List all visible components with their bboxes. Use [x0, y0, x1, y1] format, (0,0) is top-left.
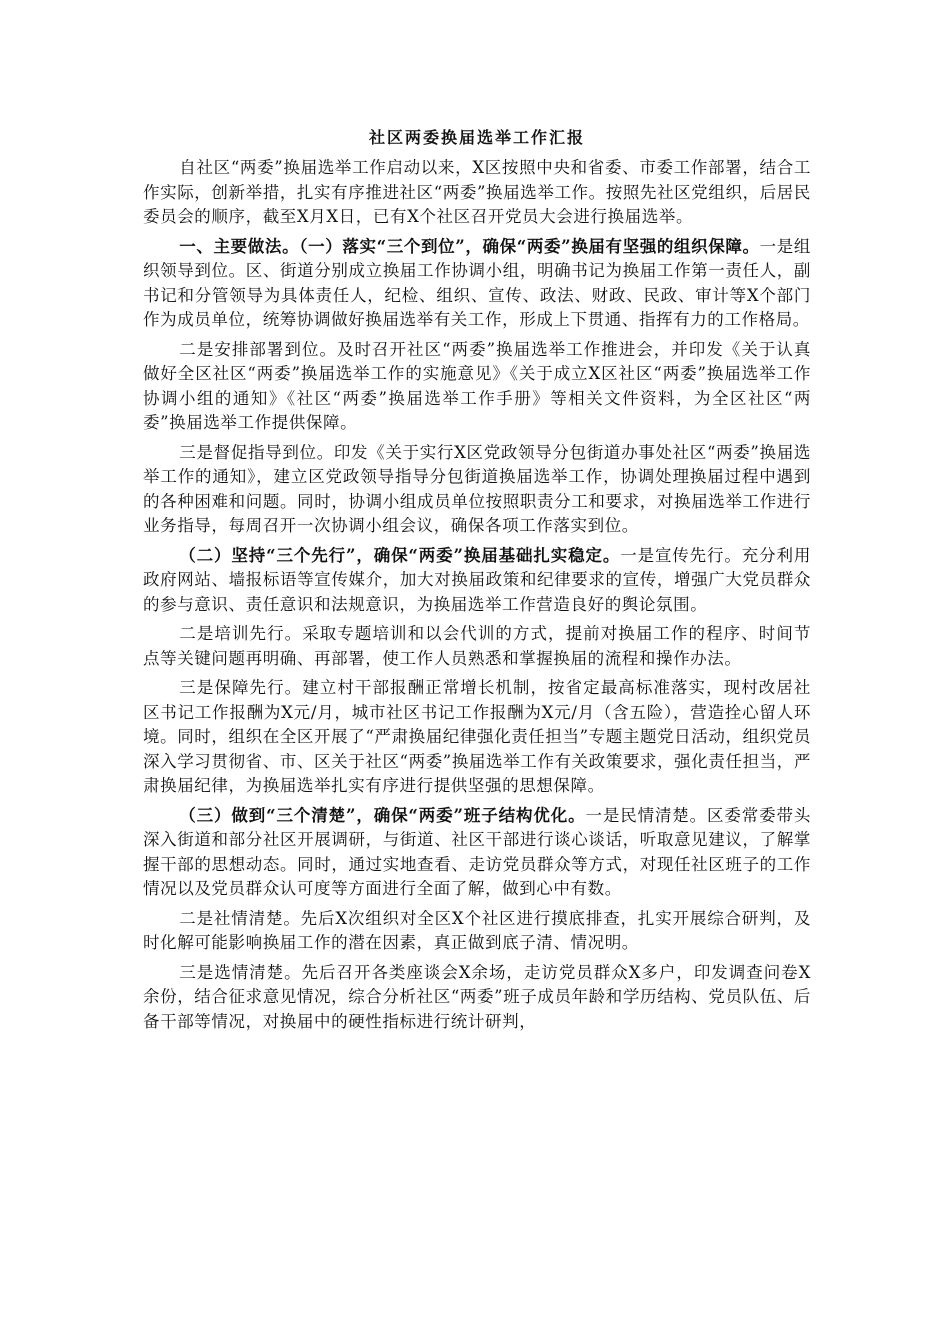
section-heading: 一、主要做法。（一）落实“三个到位”，确保“两委”换届有坚强的组织保障。 — [179, 236, 760, 256]
paragraph-section-3 — [143, 804, 811, 902]
paragraph-supervision — [143, 441, 811, 539]
paragraph-text: 二是社情清楚。先后X次组织对全区X个社区进行摸底排查，扎实开展综合研判，及时化解可能影响换届工作的潜在因素，真正做到底子清、情况明。 — [143, 908, 811, 952]
paragraph-guarantee — [143, 676, 811, 799]
document-title: 社区两委换届选举工作汇报 — [368, 128, 585, 147]
paragraph-text: 三是选情清楚。先后召开各类座谈会X余场，走访党员群众X多户，印发调查问卷X余份，结合征求意见情况，综合分析社区“两委”班子成员年龄和学历结构、党员队伍、后备干部等情况，对换届中的硬性指标进行统计研判， — [143, 962, 811, 1031]
paragraph-text: 二是安排部署到位。及时召开社区“两委”换届选举工作推进会，并印发《关于认真做好全区社区“两委”换届选举工作的实施意见》《关于成立X区社区“两委”换届选举工作协调小组的通知》《社区“两委”换届选举工作手册》等相关文件资料，为全区社区“两委”换届选举工作提供保障。 — [143, 339, 811, 432]
paragraph-text: 一是民情清楚。区委常委带头深入街道和部分社区开展调研，与街道、社区干部进行谈心谈话，听取意见建议，了解掌握干部的思想动态。同时，通过实地查看、走访党员群众等方式，对现任社区班子的工作情况以及党员群众认可度等方面进行全面了解，做到心中有数。 — [143, 805, 811, 898]
paragraph-text: 三是督促指导到位。印发《关于实行X区党政领导分包街道办事处社区“两委”换届选举工作的通知》，建立区党政领导指导分包街道换届选举工作，协调处理换届过程中遇到的各种困难和问题。同时，协调小组成员单位按照职责分工和要求，对换届选举工作进行业务指导，每周召开一次协调小组会议，确保各项工作落实到位。 — [143, 442, 811, 535]
paragraph-election — [143, 961, 811, 1035]
paragraph-text: 一是组织领导到位。区、街道分别成立换届工作协调小组，明确书记为换届工作第一责任人，副书记和分管领导为具体责任人，纪检、组织、宣传、政法、财政、民政、审计等X个部门作为成员单位，统筹协调做好换届选举有关工作，形成上下贯通、指挥有力的工作格局。 — [143, 236, 811, 329]
paragraph-text: 三是保障先行。建立村干部报酬正常增长机制，按省定最高标准落实，现村改居社区书记工作报酬为X元/月，城市社区书记工作报酬为X元/月（含五险），营造拴心留人环境。同时，组织在全区开展了“严肃换届纪律强化责任担当”专题主题党日活动，组织党员深入学习贯彻省、市、区关于社区“两委”换届选举工作有关政策要求，强化责任担当，严肃换届纪律，为换届选举扎实有序进行提供坚强的思想保障。 — [143, 678, 811, 795]
paragraph-community — [143, 907, 811, 956]
paragraph-intro — [143, 156, 811, 230]
paragraph-text: 自社区“两委”换届选举工作启动以来，X区按照中央和省委、市委工作部署，结合工作实际，创新举措，扎实有序推进社区“两委”换届选举工作。按照先社区党组织，后居民委员会的顺序，截至X月X日，已有X个社区召开党员大会进行换届选举。 — [143, 158, 811, 226]
section-heading: （三）做到“三个清楚”，确保“两委”班子结构优化。 — [179, 805, 586, 825]
paragraph-text: 一是宣传先行。充分利用政府网站、墙报标语等宣传媒介，加大对换届政策和纪律要求的宣传，增强广大党员群众的参与意识、责任意识和法规意识，为换届选举工作营造良好的舆论氛围。 — [143, 545, 811, 614]
document-page — [143, 128, 811, 1039]
section-heading: （二）坚持“三个先行”，确保“两委”换届基础扎实稳定。 — [179, 545, 621, 565]
paragraph-section-2 — [143, 544, 811, 618]
paragraph-deployment — [143, 338, 811, 436]
paragraph-text: 二是培训先行。采取专题培训和以会代训的方式，提前对换届工作的程序、时间节点等关键问题再明确、再部署，使工作人员熟悉和掌握换届的流程和操作办法。 — [143, 624, 811, 668]
paragraph-training — [143, 622, 811, 671]
paragraph-section-1 — [143, 235, 811, 333]
